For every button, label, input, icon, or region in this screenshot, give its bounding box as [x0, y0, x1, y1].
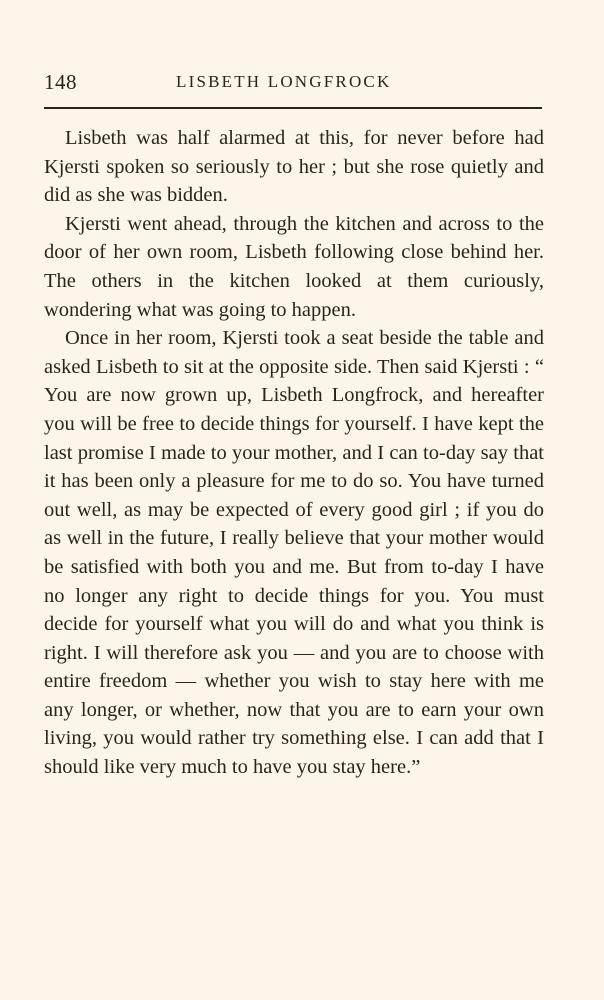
header-rule: [44, 107, 542, 109]
running-title: LISBETH LONGFROCK: [176, 72, 392, 91]
paragraph-1: Lisbeth was half alarmed at this, for never before had Kjersti spoken so seriously to her ; but she rose quietly and did as she was bidden.: [44, 127, 544, 207]
page-number: 148: [44, 70, 77, 94]
paragraph-2: Kjersti went ahead, through the kitchen and across to the door of her own room, Lisbeth following close behind her. The others in the kitchen looked at them curiously, wondering what was going to happen.: [44, 212, 544, 321]
body-text: [44, 124, 544, 782]
running-head: [44, 70, 542, 98]
paragraph-3: Once in her room, Kjersti took a seat beside the table and asked Lisbeth to sit at the opposite side. Then said Kjersti : “ You are now grown up, Lisbeth Longfrock, and hereafter you will be free to decide things for yourself. I have kept the last promise I made to your mother, and I can to-day say that it has been only a pleasure for me to do so. You have turned out well, as may be expected of every good girl ; if you do as well in the future, I really believe that your mother would be satisfied with both you and me. But from to-day I have no longer any right to decide things for you. You must decide for yourself what you will do and what you think is right. I will therefore ask you — and you are to choose with entire freedom — whether you wish to stay here with me any longer, or whether, now that you are to earn your own living, you would rather try something else. I can add that I should like very much to have you stay here.”: [44, 327, 544, 779]
